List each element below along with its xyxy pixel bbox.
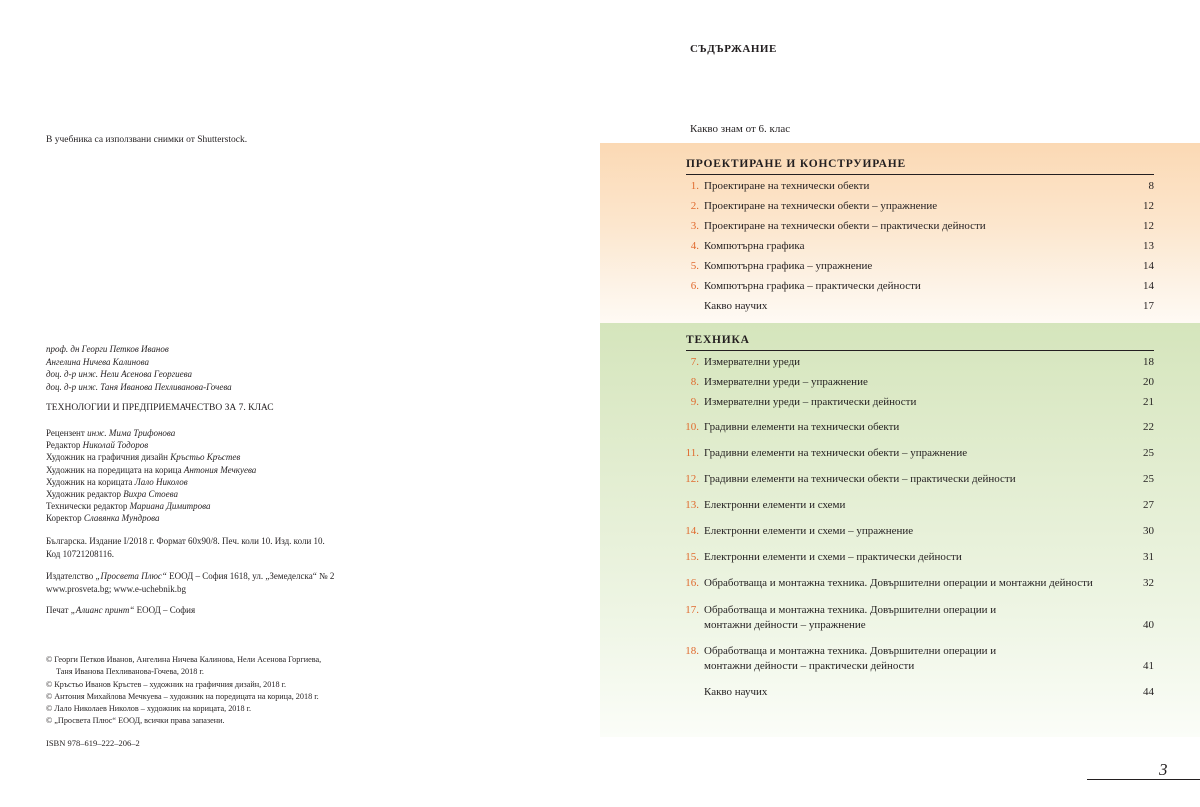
section-title: ПРОЕКТИРАНЕ И КОНСТРУИРАНЕ: [686, 158, 906, 170]
staff-role: Художник редактор: [46, 489, 121, 500]
toc-entry-number: 9.: [690, 396, 699, 408]
toc-entry-page: 22: [1143, 421, 1154, 433]
toc-entry-title-line: Проектиране на технически обекти – упражнение: [704, 200, 938, 212]
copyright-line: © Антония Михайлова Мечкуева – художник на поредицата на корица, 2018 г.: [46, 691, 319, 701]
toc-entry-page: 31: [1143, 551, 1154, 563]
toc-entry-title: [704, 375, 1114, 390]
staff-role: Технически редактор: [46, 501, 128, 512]
toc-entry-number: 10.: [685, 421, 699, 433]
toc-entry-title-line: Измервателни уреди – упражнение: [704, 376, 868, 388]
staff-role: Коректор: [46, 513, 82, 524]
toc-entry-title: [704, 279, 1114, 294]
author-line: проф. дн Георги Петков Иванов: [46, 344, 169, 354]
toc-entry-title-line: Електронни елементи и схеми: [704, 499, 846, 511]
section-rule: [686, 174, 1154, 175]
toc-entry[interactable]: [672, 498, 1154, 513]
isbn: ISBN 978–619–222–206–2: [46, 738, 140, 748]
toc-entry[interactable]: [672, 524, 1154, 539]
toc-entry-title: [704, 472, 1114, 487]
staff-name: Вихра Стоева: [123, 489, 178, 500]
toc-entry-page: 40: [1143, 619, 1154, 631]
toc-entry-title: [704, 420, 1114, 435]
toc-entry-number: 8.: [690, 376, 699, 388]
staff-line: [46, 476, 256, 488]
toc-entry-number: 6.: [690, 280, 699, 292]
toc-entry-number: 2.: [690, 200, 699, 212]
toc-entry-title: [704, 446, 1114, 461]
toc-entry-page: 12: [1143, 200, 1154, 212]
toc-entry-title: [704, 576, 1114, 591]
toc-entry-title-line: Компютърна графика – практически дейности: [704, 280, 921, 292]
toc-entry-number: 5.: [690, 260, 699, 272]
toc-entry-title-line: Измервателни уреди: [704, 356, 801, 368]
copyright-notices: [46, 654, 321, 728]
toc-entry-page: 8: [1148, 180, 1154, 192]
toc-entry-title-line: Градивни елементи на технически обекти – упражнение: [704, 447, 968, 459]
toc-entry-title: [704, 603, 1114, 633]
toc-entry-title-line: Градивни елементи на технически обекти – практически дейности: [704, 473, 1016, 485]
toc-entry[interactable]: [672, 219, 1154, 234]
toc-entry-title-line: Електронни елементи и схеми – упражнение: [704, 525, 914, 537]
toc-entry-number: 15.: [685, 551, 699, 563]
toc-entry-title: [704, 644, 1114, 674]
toc-entry-title-line: Обработваща и монтажна техника. Довършителни операции и монтажни дейности: [704, 577, 1093, 589]
toc-intro-entry[interactable]: Какво знам от 6. клас: [690, 123, 791, 135]
author-line: доц. д-р инж. Таня Иванова Пехливанова-Гочева: [46, 381, 232, 392]
toc-entry[interactable]: [672, 550, 1154, 565]
copyright-line: © Георги Петков Иванов, Ангелина Ничева Калинова, Нели Асенова Горгиева,: [46, 655, 322, 664]
toc-entry-page: 25: [1143, 473, 1154, 485]
copyright-line: © „Просвета Плюс“ ЕООД, всички права запазени.: [46, 716, 225, 726]
toc-entry-title-line: Проектиране на технически обекти: [704, 180, 870, 192]
toc-entry-title-line: Какво научих: [704, 686, 768, 698]
toc-entry-title: [704, 550, 1114, 565]
toc-entry-page: 25: [1143, 447, 1154, 459]
staff-line: [46, 512, 256, 524]
toc-entry-title-line: монтажни дейности – практически дейности: [704, 660, 915, 672]
toc-entry-title-line: Градивни елементи на технически обекти: [704, 421, 900, 433]
staff-role: Редактор: [46, 440, 81, 451]
toc-entry-page: 32: [1143, 577, 1154, 589]
publisher-info: [46, 570, 334, 595]
toc-entry-title: [704, 395, 1114, 410]
toc-entry-title: [704, 259, 1114, 274]
staff-line: [46, 488, 256, 500]
toc-entry-number: 16.: [685, 577, 699, 589]
toc-heading: СЪДЪРЖАНИЕ: [690, 43, 777, 55]
toc-entry-page: 21: [1143, 396, 1154, 408]
staff-role: Художник на графичния дизайн: [46, 452, 168, 463]
print-suffix: ЕООД – София: [136, 605, 196, 615]
toc-entry[interactable]: [672, 603, 1154, 633]
toc-entry-number: 7.: [690, 356, 699, 368]
toc-entry-number: 4.: [690, 240, 699, 252]
author-line: доц. д-р инж. Нели Асенова Георгиева: [46, 369, 193, 379]
toc-entry[interactable]: [672, 259, 1154, 274]
toc-entry[interactable]: [672, 420, 1154, 435]
toc-entry-title-line: Компютърна графика – упражнение: [704, 260, 873, 272]
toc-entry[interactable]: [672, 685, 1154, 700]
toc-entry[interactable]: [672, 355, 1154, 370]
publisher-websites: www.prosveta.bg; www.e-uchebnik.bg: [46, 583, 187, 594]
toc-entry-page: 41: [1143, 660, 1154, 672]
toc-entry-title: [704, 179, 1114, 194]
toc-entry-page: 14: [1143, 260, 1154, 272]
toc-entry-title-line: Измервателни уреди – практически дейности: [704, 396, 917, 408]
toc-entry-title-line: Проектиране на технически обекти – практически дейности: [704, 220, 986, 232]
toc-entry-title-line: Обработваща и монтажна техника. Довършителни операции и: [704, 604, 997, 616]
toc-entry[interactable]: [672, 375, 1154, 390]
edition-info: [46, 535, 325, 560]
toc-entry-title-line: Какво научих: [704, 300, 768, 312]
copyright-line: © Кръстьо Иванов Кръстев – художник на графичния дизайн, 2018 г.: [46, 679, 287, 689]
staff-credits: [46, 427, 256, 525]
edition-line: Българска. Издание I/2018 г. Формат 60х90/8. Печ. коли 10. Изд. коли 10.: [46, 536, 325, 546]
toc-entry-number: 17.: [685, 604, 699, 616]
print-prefix: Печат: [46, 605, 69, 615]
authors-list: [46, 343, 232, 393]
toc-entry-page: 44: [1143, 686, 1154, 698]
staff-line: [46, 500, 256, 512]
staff-role: Рецензент: [46, 428, 85, 438]
copyright-line: Таня Иванова Пехливанова-Гочева, 2018 г.: [56, 667, 204, 677]
toc-entry-title-line: Електронни елементи и схеми – практически дейности: [704, 551, 962, 563]
toc-entry-number: 1.: [690, 180, 699, 192]
print-name: „Алианс принт“: [70, 605, 135, 615]
staff-line: [46, 427, 256, 439]
staff-line: [46, 464, 256, 476]
toc-entry[interactable]: [672, 395, 1154, 410]
toc-entry-page: 27: [1143, 499, 1154, 511]
toc-entry-title-line: Компютърна графика: [704, 240, 805, 252]
toc-entry-title: [704, 524, 1114, 539]
toc-entry-page: 18: [1143, 356, 1154, 368]
toc-entry[interactable]: [672, 446, 1154, 461]
toc-entry[interactable]: [672, 644, 1154, 674]
toc-entry-title: [704, 498, 1114, 513]
publisher-prefix: Издателство: [46, 571, 94, 581]
toc-entry-title-line: монтажни дейности – упражнение: [704, 619, 866, 631]
toc-entry-title-line: Обработваща и монтажна техника. Довършителни операции и: [704, 645, 997, 657]
toc-entry-number: 3.: [690, 220, 699, 232]
toc-entry-number: 18.: [685, 645, 699, 657]
toc-entry-page: 20: [1143, 376, 1154, 388]
toc-entry-page: 17: [1143, 300, 1154, 312]
toc-entry-number: 12.: [685, 473, 699, 485]
publisher-suffix: ЕООД – София 1618, ул. „Земеделска“ № 2: [169, 571, 335, 581]
toc-entry[interactable]: [672, 239, 1154, 254]
staff-name: Лало Николов: [134, 476, 188, 487]
publisher-line: [46, 570, 334, 583]
page-number-rule: [1087, 779, 1200, 780]
staff-name: Антония Мечкуева: [183, 464, 257, 475]
staff-line: [46, 451, 256, 463]
toc-entry-title: [704, 239, 1114, 254]
print-info: [46, 605, 195, 615]
section-rule: [686, 350, 1154, 351]
toc-entry-title: [704, 355, 1114, 370]
toc-entry-title: [704, 199, 1114, 214]
toc-entry[interactable]: [672, 472, 1154, 487]
toc-entry-number: 14.: [685, 525, 699, 537]
toc-entry-page: 12: [1143, 220, 1154, 232]
toc-entry[interactable]: [672, 576, 1154, 591]
toc-entry-title: [704, 299, 1114, 314]
staff-role: Художник на корицата: [46, 476, 133, 487]
toc-entry-number: 11.: [685, 447, 699, 459]
toc-entry[interactable]: [672, 299, 1154, 314]
staff-name: Славянка Мундрова: [83, 513, 160, 524]
toc-entry[interactable]: [672, 179, 1154, 194]
staff-name: Кръстьо Кръстев: [170, 452, 241, 463]
toc-entry[interactable]: [672, 199, 1154, 214]
page-number: 3: [1159, 760, 1168, 779]
book-title: ТЕХНОЛОГИИ И ПРЕДПРИЕМАЧЕСТВО ЗА 7. КЛАС: [46, 403, 274, 413]
toc-entry-page: 30: [1143, 525, 1154, 537]
toc-entry-number: 13.: [685, 499, 699, 511]
toc-entry-page: 13: [1143, 240, 1154, 252]
author-line: Ангелина Ничева Калинова: [46, 356, 149, 367]
staff-name: инж. Мима Трифонова: [87, 428, 176, 438]
staff-line: [46, 439, 256, 451]
toc-entry-title: [704, 685, 1114, 700]
staff-role: Художник на поредицата на корица: [46, 464, 182, 475]
staff-name: Мариана Димитрова: [129, 501, 211, 512]
copyright-line: © Лало Николаев Николов – художник на корицата, 2018 г.: [46, 704, 252, 714]
toc-entry-title: [704, 219, 1114, 234]
toc-entry-page: 14: [1143, 280, 1154, 292]
photo-credit: В учебника са използвани снимки от Shutterstock.: [46, 135, 248, 145]
publisher-name: „Просвета Плюс“: [95, 571, 167, 581]
section-title: ТЕХНИКА: [686, 334, 750, 346]
toc-entry[interactable]: [672, 279, 1154, 294]
edition-line: Код 10721208116.: [46, 548, 115, 559]
staff-name: Николай Тодоров: [82, 440, 149, 451]
